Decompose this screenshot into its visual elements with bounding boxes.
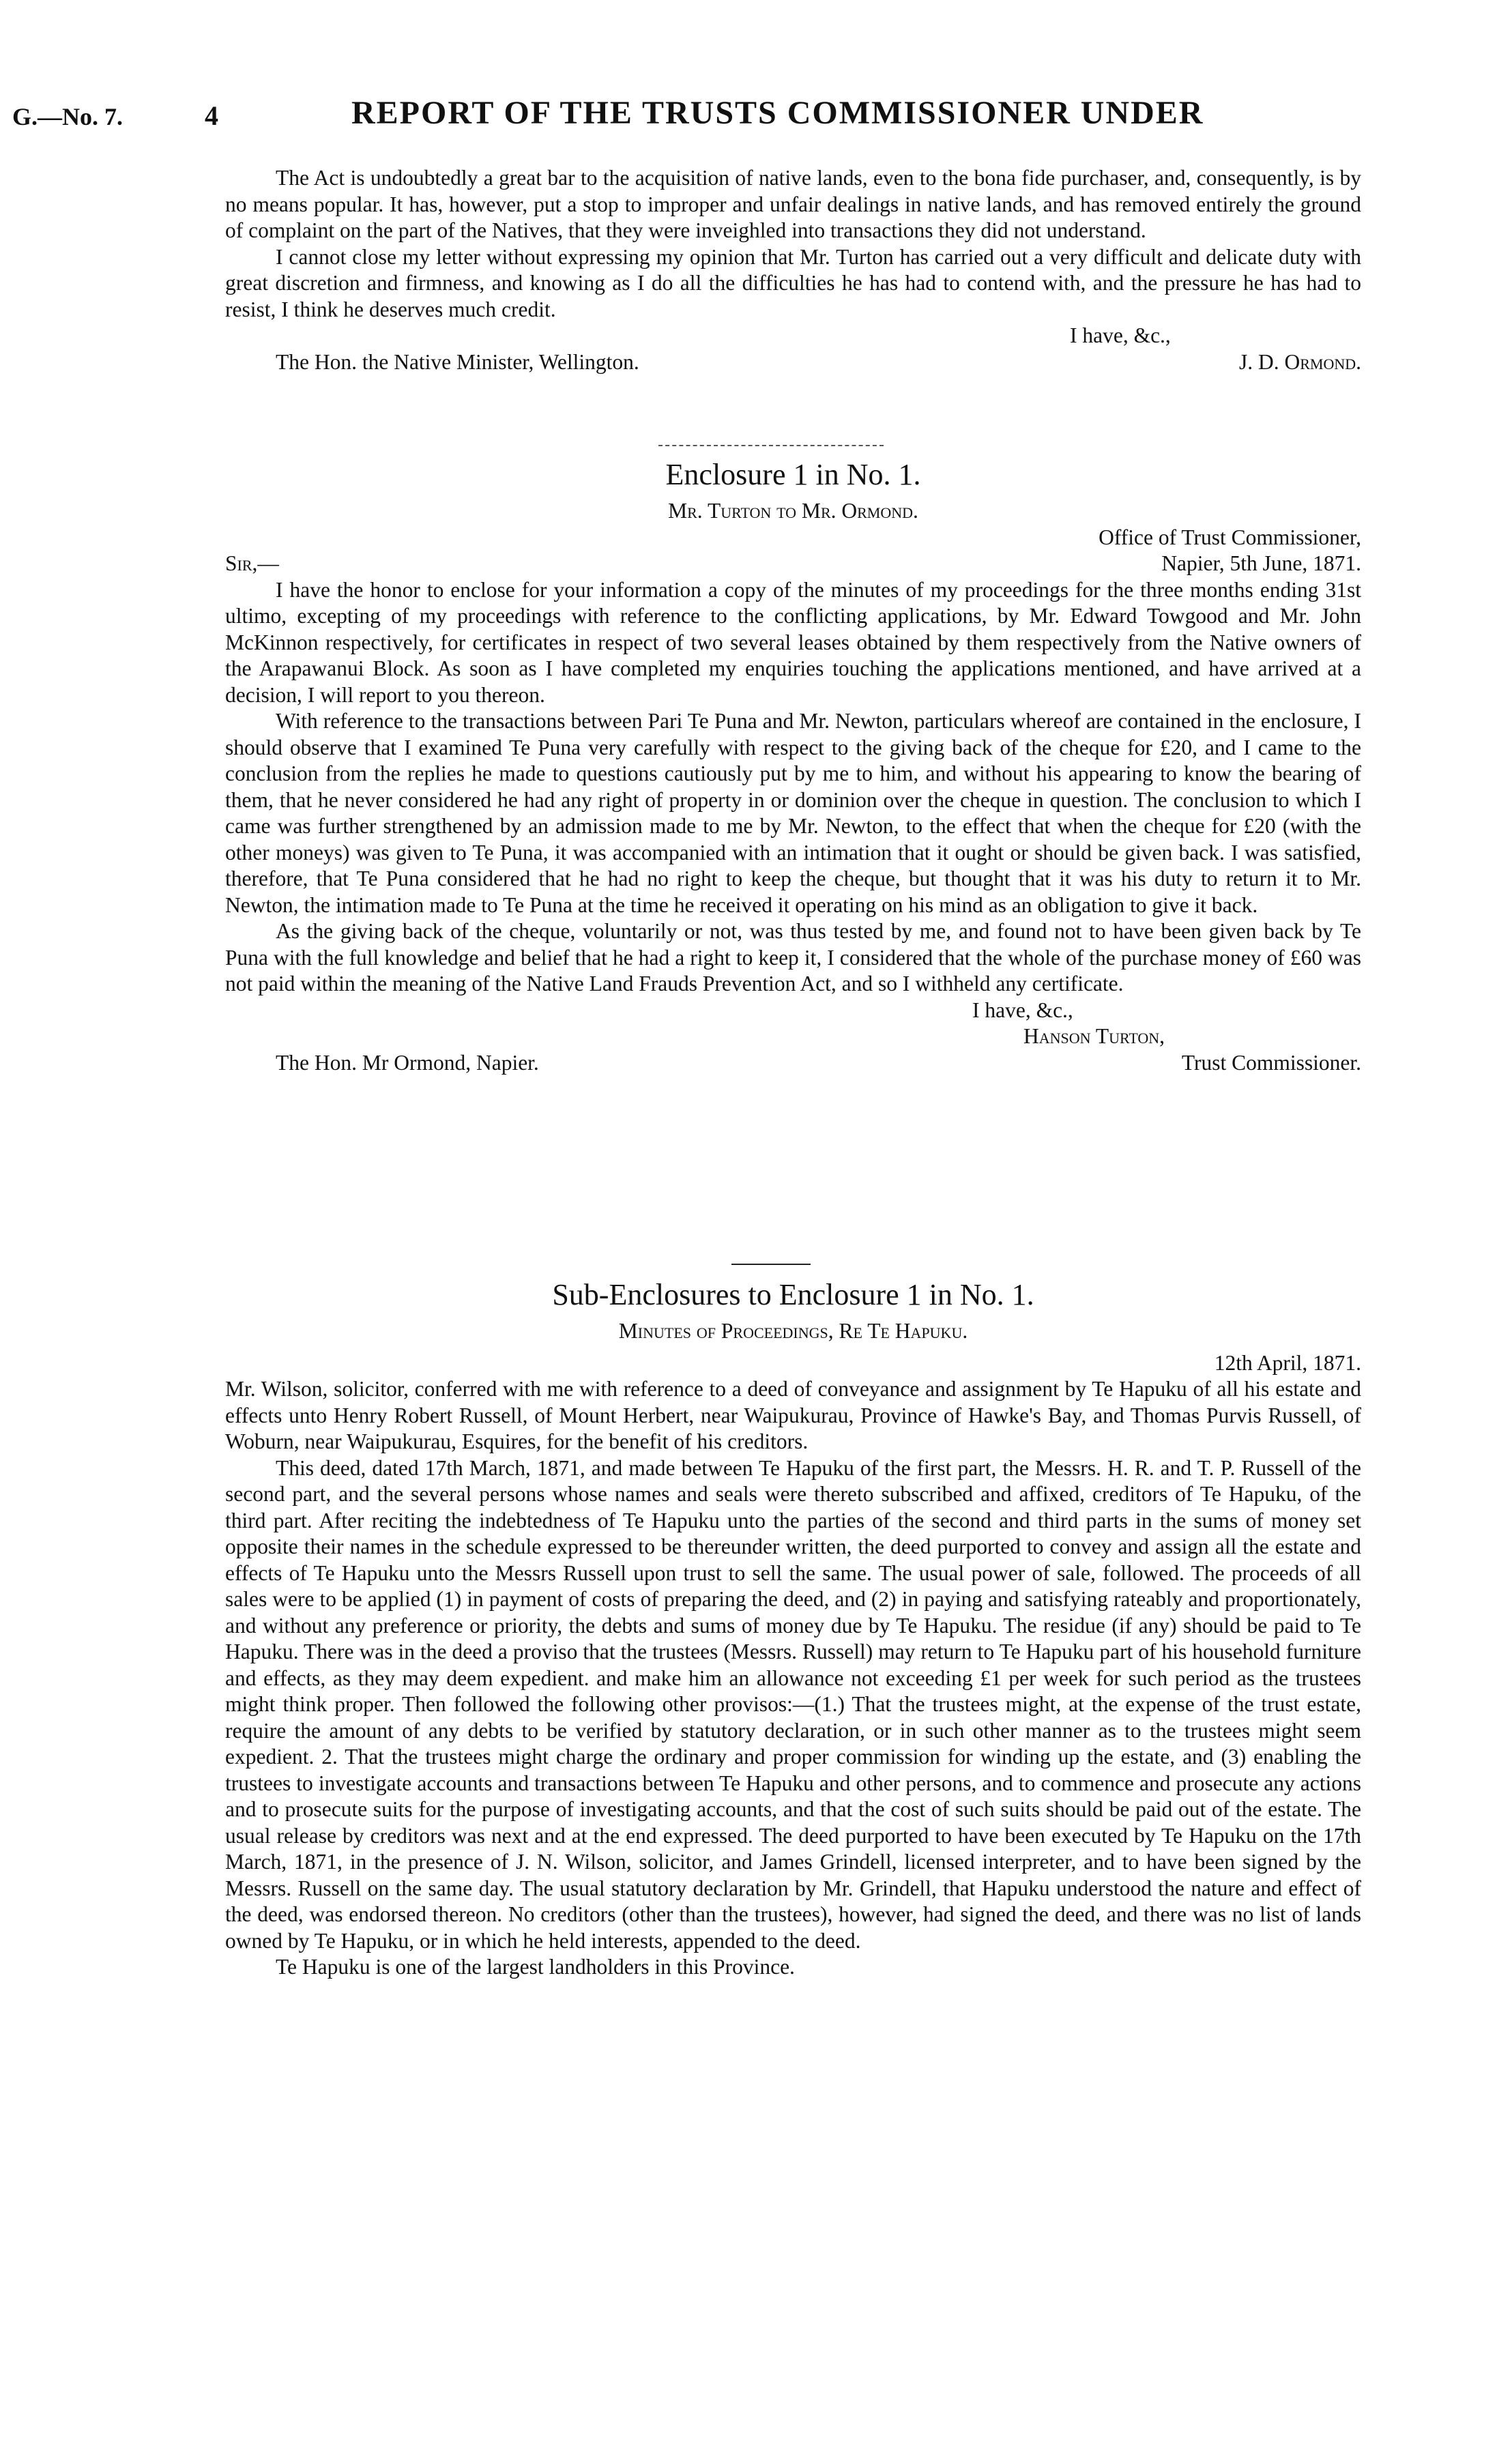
salutation: Sir,— [225,551,279,575]
addressee: The Hon. Mr Ormond, Napier. [276,1050,539,1075]
closing: I have, &c., [972,998,1073,1022]
addressee-line [225,349,1361,376]
paragraph: The Act is undoubtedly a great bar to the acquisition of native lands, even to the bona fide purchaser, and, consequently, is by no means popular. It has, however, put a stop to improper and unfair dealings in native lands, and has removed entirely the ground of complaint on the part of the Natives, that they were inveighled into transactions they did not understand. [225,166,1361,242]
signature-title: Trust Commissioner. [1181,1050,1361,1075]
salutation-line [225,551,1361,577]
paragraph: Mr. Wilson, solicitor, conferred with me with reference to a deed of conveyance and assignment by Te Hapuku of all his estate and effects unto Henry Robert Russell, of Mount Herbert, near Waipukurau, Province of Hawke's Bay, and Thomas Purvis Russell, of Woburn, near Waipukurau, Esquires, for the benefit of his creditors. [225,1377,1361,1453]
addressee-line [225,1050,1361,1077]
paragraph: Te Hapuku is one of the largest landholders in this Province. [276,1955,795,1979]
paragraph: This deed, dated 17th March, 1871, and made between Te Hapuku of the first part, the Messrs. H. R. and T. P. Russell of the second part, and the several persons whose names and seals were thereto subscribed and affixed, creditors of Te Hapuku, of the third part. After reciting the indebtedness of Te Hapuku unto the parties of the second and third parts in the sums of money set opposite their names in the schedule expressed to be thereunder written, the deed purported to convey and assign all the estate and effects of Te Hapuku unto the Messrs Russell upon trust to sell the same. The usual power of sale, followed. The proceeds of all sales were to be applied (1) in payment of costs of preparing the deed, and (2) in paying and satisfying rateably and proportionately, and without any preference or priority, the debts and sums of money due by Te Hapuku. The residue (if any) should be paid to Te Hapuku. There was in the deed a proviso that the trustees (Messrs. Russell) may return to Te Hapuku part of his household furniture and effects, as they may deem expedient. and make him an allowance not exceeding £1 per week for such period as the trustees might think proper. Then followed the following other provisos:—(1.) That the trustees might, at the expense of the trust estate, require the amount of any debts to be verified by statutory declaration, or in such other manner as to the trustees might seem expedient. 2. That the trustees might charge the ordinary and proper commission for winding up the estate, and (3) enabling the trustees to investigate accounts and transactions between Te Hapuku and other persons, and to commence and prosecute any actions and to prosecute suits for the purpose of investigating accounts, and that the cost of such suits should be paid out of the estate. The usual release by creditors was next and at the end expressed. The deed purported to have been executed by Te Hapuku on the 17th March, 1871, in the presence of J. N. Wilson, solicitor, and James Grindell, licensed interpreter, and to have been signed by the Messrs. Russell on the same day. The usual statutory declaration by Mr. Grindell, that Hapuku understood the nature and effect of the deed, was endorsed thereon. No creditors (other than the trustees), however, had signed the deed, and there was no list of lands owned by Te Hapuku, or in which he held interests, appended to the deed. [225,1455,1361,1953]
separator-rule [658,445,884,446]
enclosure-1 [225,457,1361,1076]
sub-enclosures [225,1277,1361,1981]
letter-conclusion [225,165,1361,375]
paragraph: With reference to the transactions between Pari Te Puna and Mr. Newton, particulars whereof are contained in the enclosure, I should observe that I examined Te Puna very carefully with respect to the giving back of the cheque for £20, and I came to the conclusion from the replies he made to questions cautiously put by me to him, and without his appearing to know the bearing of them, that he never considered he had any right of property in or dominion over the cheque in question. The conclusion to which I came was further strengthened by an admission made to me by Mr. Newton, to the effect that when the cheque for £20 (with the other moneys) was given to Te Puna, it was accompanied with an intimation that it ought or should be given back. I was satisfied, therefore, that Te Puna considered that he had no right to keep the cheque, but thought that it was his duty to return it to Mr. Newton, the intimation made to Te Puna at the time he received it operating on his mind as an obligation to give it back. [225,709,1361,917]
paragraph: I cannot close my letter without expressing my opinion that Mr. Turton has carried out a very difficult and delicate duty with great discretion and firmness, and knowing as I do all the difficulties he has had to contend with, and the pressure he has had to resist, I think he deserves much credit. [225,244,1361,321]
signature-line [225,1023,1361,1050]
signature: J. D. Ormond. [1238,349,1361,374]
closing-line [225,323,1361,349]
page-title: REPORT OF THE TRUSTS COMMISSIONER UNDER [351,95,1204,131]
document-code: G.—No. 7. [12,103,123,130]
closing-line [225,998,1361,1024]
enclosure-subheading: Mr. Turton to Mr. Ormond. [668,499,918,523]
closing: I have, &c., [1070,323,1171,347]
addressee: The Hon. the Native Minister, Wellington. [276,349,639,374]
signature-name: Hanson Turton, [1023,1024,1165,1048]
subenclosure-subheading: Minutes of Proceedings, Re Te Hapuku. [618,1319,968,1343]
page-number: 4 [205,100,218,131]
address-line [225,525,1361,551]
address-office: Office of Trust Commissioner, [1099,525,1361,549]
paragraph: I have the honor to enclose for your information a copy of the minutes of my proceedings for the three months ending 31st ultimo, excepting of my proceedings with reference to the conflicting applications, by Mr. Edward Towgood and Mr. John McKinnon respectively, for certificates in respect of two several leases obtained by them respectively from the Native owners of the Arapawanui Block. As soon as I have completed my enquiries touching the applications mentioned, and have arrived at a decision, I will report to you thereon. [225,577,1361,707]
minutes-date: 12th April, 1871. [1214,1350,1361,1375]
subenclosure-heading: Sub-Enclosures to Enclosure 1 in No. 1. [552,1278,1034,1311]
date-line [225,1350,1361,1377]
address-date: Napier, 5th June, 1871. [1161,551,1361,575]
paragraph: As the giving back of the cheque, voluntarily or not, was thus tested by me, and found not to have been given back by Te Puna with the full knowledge and belief that he had a right to keep it, I considered that the whole of the purchase money of £60 was not paid within the meaning of the Native Land Frauds Prevention Act, and so I withheld any certificate. [225,919,1361,995]
enclosure-heading: Enclosure 1 in No. 1. [665,458,921,491]
separator-rule [731,1264,811,1265]
